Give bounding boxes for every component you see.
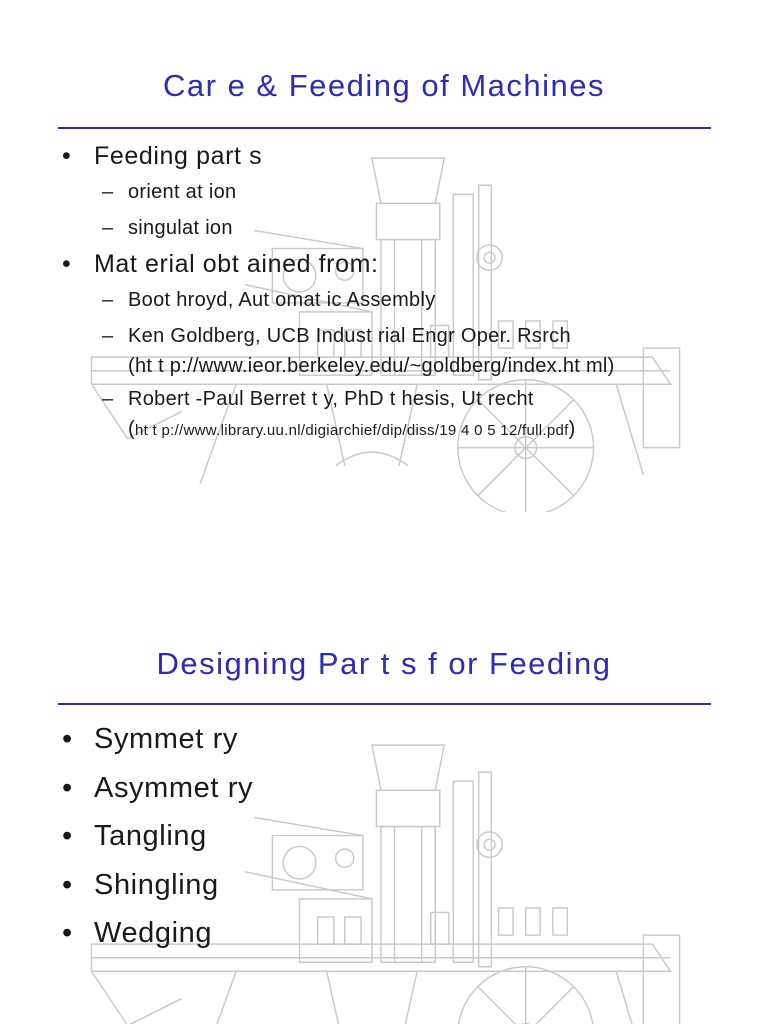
bullet-glyph: •	[62, 723, 73, 755]
slide-2-title: Designing Par t s f or Feeding	[156, 646, 612, 681]
title-rule	[58, 703, 711, 705]
bullet-text: Asymmet ry	[94, 771, 254, 804]
sub-text-wrap	[128, 381, 576, 446]
sub-item	[62, 210, 728, 246]
bullet-glyph: •	[62, 771, 73, 804]
reference-url: (ht t p://www.ieor.berkeley.edu/~goldberg/index.ht ml)	[128, 355, 615, 377]
dash-glyph: –	[102, 181, 114, 203]
sub-text: singulat ion	[128, 217, 233, 239]
dash-glyph: –	[102, 289, 114, 311]
bullet-glyph: •	[62, 917, 73, 949]
bullet-item	[62, 812, 728, 861]
sub-text-wrap	[128, 318, 615, 381]
bullet-text: Mat erial obt ained from:	[94, 250, 379, 278]
sub-item	[62, 282, 728, 318]
sub-text: Boot hroyd, Aut omat ic Assembly	[128, 289, 436, 311]
bullet-glyph: •	[62, 142, 72, 170]
dash-glyph: –	[102, 388, 114, 410]
bullet-item	[62, 715, 728, 764]
bullet-text: Symmet ry	[94, 723, 238, 755]
bullet-text: Wedging	[94, 917, 213, 949]
bullet-item	[62, 764, 728, 813]
bullet-text: Feeding part s	[94, 142, 263, 170]
dash-glyph: –	[102, 217, 114, 239]
bullet-glyph: •	[62, 250, 72, 278]
slide-1-content	[62, 138, 728, 446]
dash-glyph: –	[102, 325, 114, 347]
slide-2	[0, 512, 768, 1024]
sub-item	[62, 381, 728, 446]
title-rule	[58, 127, 711, 129]
bullet-item	[62, 138, 728, 174]
bullet-text: Shingling	[94, 868, 219, 901]
slide-2-content	[62, 715, 728, 958]
reference-url: ht t p://www.library.uu.nl/digiarchief/dip/diss/19 4 0 5 12/full.pdf	[134, 422, 569, 439]
sub-item	[62, 318, 728, 381]
sub-text: Ken Goldberg, UCB Indust rial Engr Oper. Rsrch	[128, 325, 571, 347]
bullet-item	[62, 909, 728, 958]
bullet-text: Tangling	[94, 820, 207, 852]
bullet-glyph: •	[62, 820, 73, 852]
sub-text: orient at ion	[128, 181, 237, 203]
bullet-item	[62, 861, 728, 910]
sub-item	[62, 174, 728, 210]
bullet-glyph: •	[62, 868, 73, 901]
bullet-item	[62, 246, 728, 282]
sub-text: Robert -Paul Berret t y, PhD t hesis, Ut recht	[128, 388, 534, 410]
reference-url-line: (ht t p://www.library.uu.nl/digiarchief/dip/diss/19 4 0 5 12/full.pdf)	[128, 418, 576, 440]
slide-1-title: Car e & Feeding of Machines	[163, 68, 605, 103]
